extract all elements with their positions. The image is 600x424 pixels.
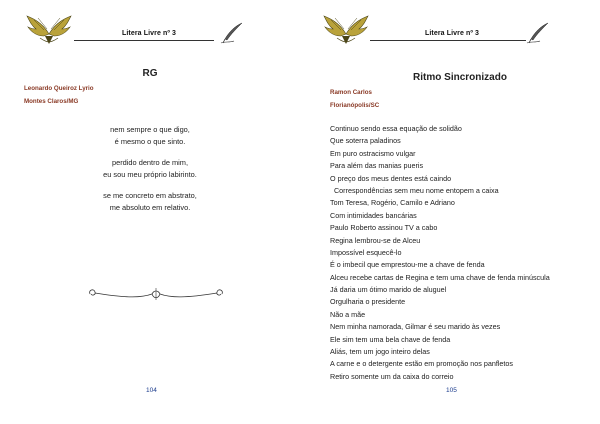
poem-line: Para além das manias pueris [330, 161, 424, 171]
poem-line: Em puro ostracismo vulgar [330, 148, 416, 158]
poem-line: O preço dos meus dentes está caindo [330, 173, 452, 183]
poem-line: Alceu recebe cartas de Regina e tem uma chave de fenda minúscula [330, 272, 550, 282]
poem-line: Ele sim tem uma bela chave de fenda [330, 334, 451, 344]
poem-line: me absoluto em relativo. [109, 202, 191, 212]
poem-body [330, 123, 590, 383]
poem-line: é mesmo o que sinto. [114, 136, 186, 146]
header-rule [370, 40, 526, 41]
author-name: Leonardo Queiroz Lyrio [24, 85, 94, 92]
poem-line: Que soterra paladinos [330, 136, 401, 146]
page-number: 105 [446, 387, 457, 394]
poem-line: É o imbecil que emprestou-me a chave de fenda [330, 260, 485, 270]
poem-line: se me concreto em abstrato, [103, 191, 197, 200]
poem-line: nem sempre o que digo, [110, 125, 190, 134]
poem-line: eu sou meu próprio labirinto. [103, 169, 197, 179]
flourish-divider-icon [86, 284, 226, 304]
right-page [300, 0, 600, 424]
page-number: 104 [146, 387, 157, 394]
magazine-title: Litera Livre nº 3 [122, 30, 177, 37]
poem-line: Impossível esquecê-lo [330, 247, 402, 257]
header-rule [74, 40, 214, 41]
poem-line: Continuo sendo essa equação de solidão [330, 124, 462, 133]
poem-line: Regina lembrou-se de Alceu [330, 235, 421, 245]
author-name: Ramon Carlos [330, 89, 372, 96]
quill-pen-icon [526, 22, 550, 44]
poem-line: Retiro somente um da caixa do correio [330, 371, 454, 381]
poem-line: Aliás, tem um jogo inteiro delas [330, 347, 430, 357]
winged-emblem-icon [323, 14, 369, 46]
quill-pen-icon [220, 22, 244, 44]
poem-line: Não a mãe [330, 309, 366, 319]
stanza [50, 190, 250, 213]
author-place: Montes Claros/MG [24, 98, 79, 105]
poem-line: A carne e o detergente estão em promoção nos panfletos [330, 359, 513, 369]
poem-line: Nem minha namorada, Gilmar é seu marido às vezes [330, 322, 501, 332]
winged-emblem-icon [26, 14, 72, 46]
poem-line: Orgulharia o presidente [330, 297, 406, 307]
poem-line: Tom Teresa, Rogério, Camilo e Adriano [330, 198, 455, 208]
poem-line: Com intimidades bancárias [330, 210, 417, 220]
poem-line: Já daria um ótimo marido de aluguel [330, 285, 447, 295]
poem-line: Correspondências sem meu nome entopem a caixa [330, 185, 499, 195]
poem-title: Ritmo Sincronizado [413, 72, 507, 83]
poem-body [50, 124, 250, 223]
poem-line: Paulo Roberto assinou TV a cabo [330, 223, 438, 233]
stanza [50, 157, 250, 180]
author-place: Florianópolis/SC [330, 102, 380, 109]
poem-title: RG [142, 68, 158, 79]
magazine-title: Litera Livre nº 3 [425, 30, 480, 37]
poem-line: perdido dentro de mim, [112, 158, 188, 167]
stanza [50, 124, 250, 147]
